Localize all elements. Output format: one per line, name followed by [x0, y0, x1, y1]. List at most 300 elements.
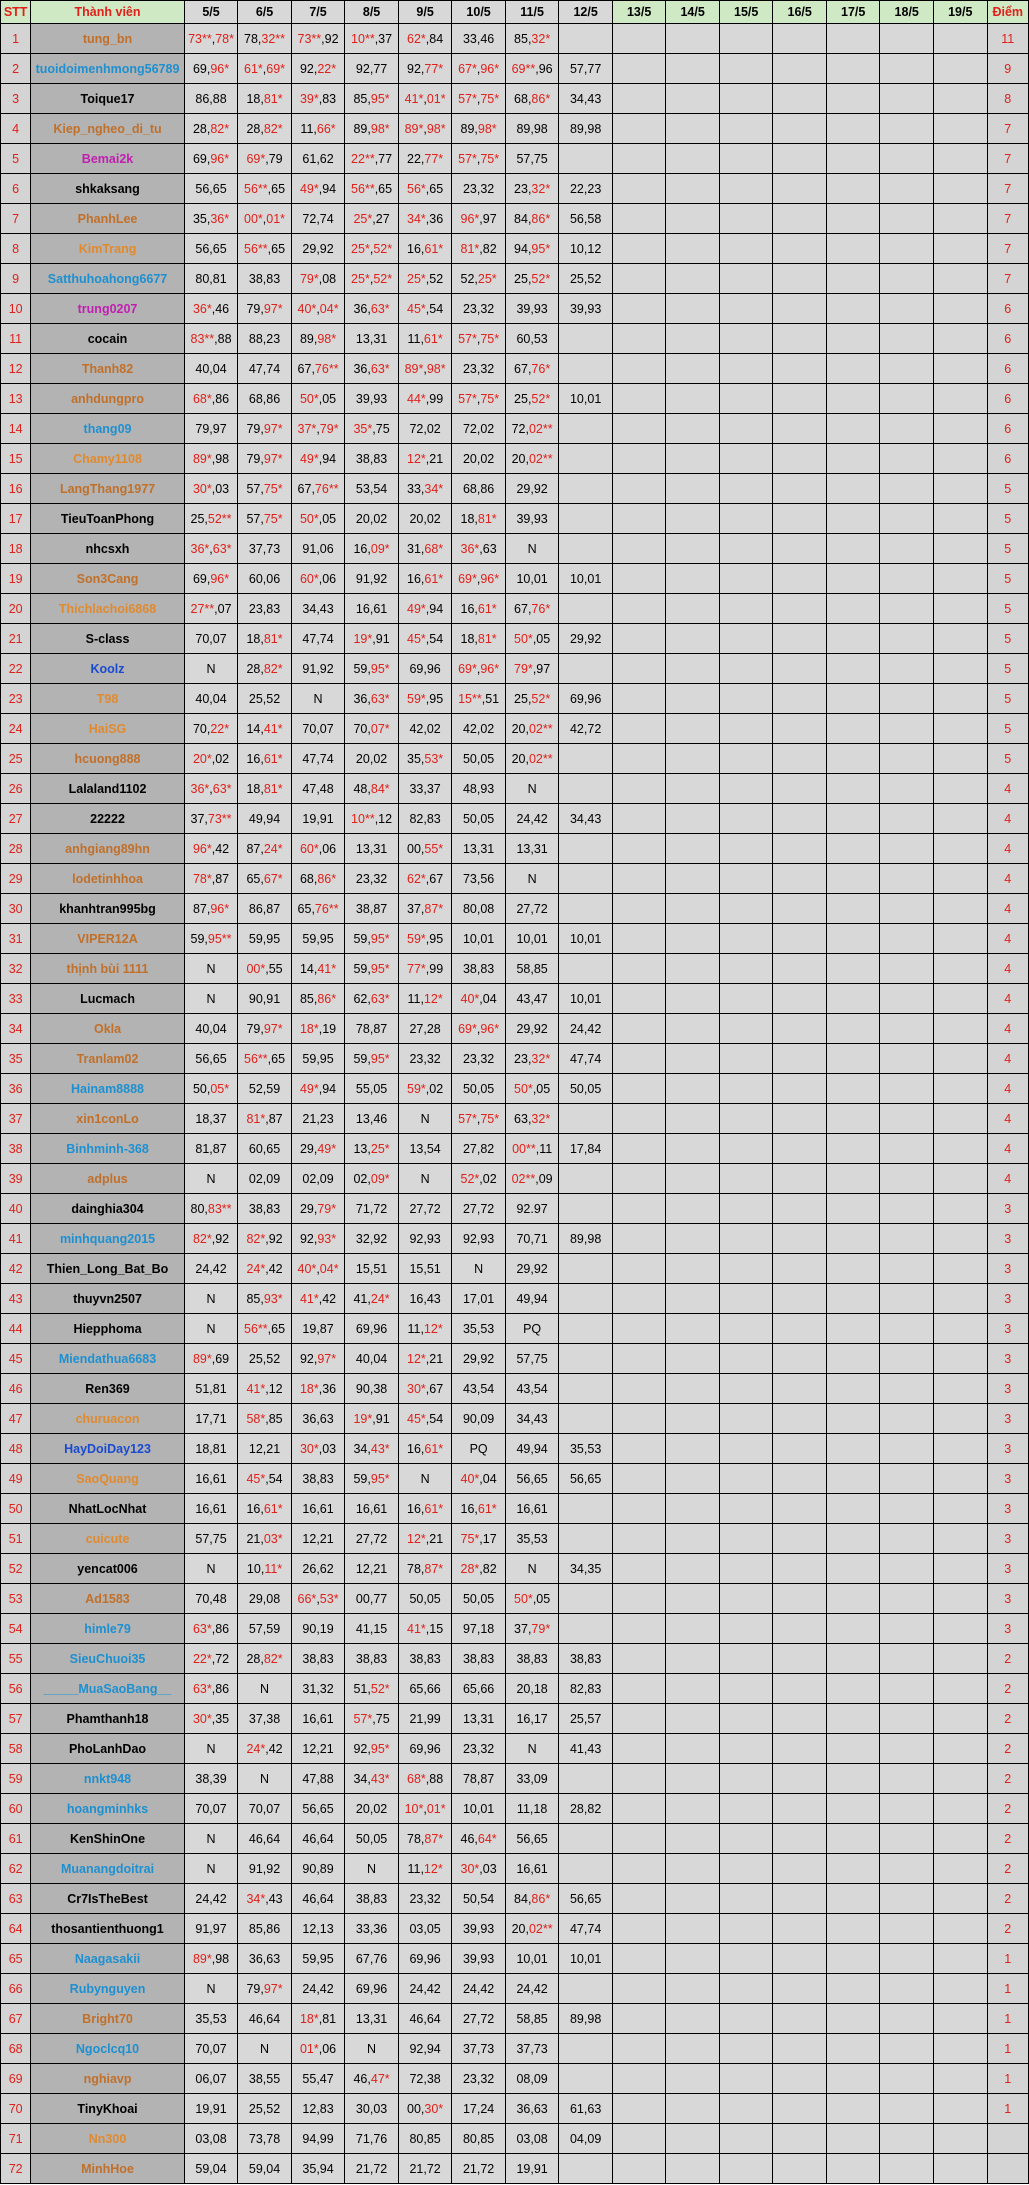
pick-cell	[666, 1074, 720, 1104]
member-name: 22222	[31, 804, 184, 834]
row-score: 2	[987, 1674, 1029, 1704]
pick-cell	[612, 1284, 666, 1314]
pick-cell	[933, 2154, 987, 2184]
pick-cell: 78,87*	[398, 1824, 452, 1854]
member-name: HaiSG	[31, 714, 184, 744]
pick-cell	[933, 1794, 987, 1824]
pick-cell: 70,48	[184, 1584, 238, 1614]
pick-cell	[559, 594, 613, 624]
pick-cell: 30*,03	[452, 1854, 506, 1884]
pick-cell: 59,95	[291, 924, 345, 954]
pick-cell	[933, 1254, 987, 1284]
table-row	[1, 54, 1029, 84]
member-name: hoangminhks	[31, 1794, 184, 1824]
pick-cell	[826, 1614, 880, 1644]
pick-cell	[880, 1524, 934, 1554]
pick-cell	[612, 654, 666, 684]
pick-cell: 12,13	[291, 1914, 345, 1944]
row-score: 4	[987, 774, 1029, 804]
pick-cell: 24,42	[184, 1884, 238, 1914]
pick-cell	[826, 1404, 880, 1434]
pick-cell	[719, 594, 773, 624]
pick-cell	[826, 504, 880, 534]
pick-cell	[880, 1074, 934, 1104]
pick-cell	[666, 1404, 720, 1434]
pick-cell	[826, 54, 880, 84]
pick-cell: 40,04	[345, 1344, 399, 1374]
pick-cell: 50,05	[559, 1074, 613, 1104]
pick-cell	[612, 294, 666, 324]
pick-cell	[933, 1704, 987, 1734]
pick-cell	[719, 324, 773, 354]
pick-cell	[719, 1584, 773, 1614]
pick-cell: 80,83**	[184, 1194, 238, 1224]
pick-cell	[773, 2124, 827, 2154]
row-score: 3	[987, 1554, 1029, 1584]
pick-cell: 70,07	[184, 2034, 238, 2064]
pick-cell: 25,52*	[505, 384, 559, 414]
pick-cell: 29,49*	[291, 1134, 345, 1164]
pick-cell	[559, 1614, 613, 1644]
pick-cell	[612, 1644, 666, 1674]
pick-cell	[666, 1644, 720, 1674]
pick-cell	[933, 1824, 987, 1854]
pick-cell: 43,54	[505, 1374, 559, 1404]
pick-cell	[880, 654, 934, 684]
pick-cell: 69,96*	[184, 144, 238, 174]
table-body	[1, 24, 1029, 2184]
row-score: 3	[987, 1344, 1029, 1374]
row-score: 1	[987, 2004, 1029, 2034]
pick-cell	[612, 624, 666, 654]
pick-cell	[773, 654, 827, 684]
pick-cell	[719, 444, 773, 474]
pick-cell	[933, 1944, 987, 1974]
pick-cell	[826, 414, 880, 444]
pick-cell	[880, 714, 934, 744]
pick-cell: 50,05	[345, 1824, 399, 1854]
pick-cell: N	[184, 654, 238, 684]
pick-cell	[933, 1494, 987, 1524]
table-row	[1, 1914, 1029, 1944]
pick-cell: 56*,65	[398, 174, 452, 204]
pick-cell	[826, 1284, 880, 1314]
row-stt: 39	[1, 1164, 31, 1194]
pick-cell	[826, 1764, 880, 1794]
pick-cell: N	[505, 1734, 559, 1764]
pick-cell: 13,31	[452, 834, 506, 864]
row-stt: 63	[1, 1884, 31, 1914]
member-name: Lalaland1102	[31, 774, 184, 804]
pick-cell	[612, 24, 666, 54]
row-score: 9	[987, 54, 1029, 84]
pick-cell	[719, 894, 773, 924]
pick-cell: 89,98	[505, 114, 559, 144]
pick-cell	[719, 204, 773, 234]
pick-cell: 39,93	[452, 1914, 506, 1944]
member-name: SieuChuoi35	[31, 1644, 184, 1674]
pick-cell	[826, 1854, 880, 1884]
pick-cell: 57,75	[505, 1344, 559, 1374]
pick-cell: 92.97	[505, 1194, 559, 1224]
pick-cell	[773, 684, 827, 714]
pick-cell: 60,65	[238, 1134, 292, 1164]
pick-cell	[666, 2154, 720, 2184]
pick-cell	[719, 54, 773, 84]
row-score: 3	[987, 1434, 1029, 1464]
pick-cell	[773, 1734, 827, 1764]
row-stt: 18	[1, 534, 31, 564]
pick-cell	[612, 174, 666, 204]
pick-cell	[826, 1434, 880, 1464]
member-name: Phamthanh18	[31, 1704, 184, 1734]
row-score: 11	[987, 24, 1029, 54]
pick-cell: 19,91	[505, 2154, 559, 2184]
pick-cell: 80,08	[452, 894, 506, 924]
pick-cell	[719, 1554, 773, 1584]
pick-cell: 23,32*	[505, 1044, 559, 1074]
row-score: 3	[987, 1494, 1029, 1524]
table-row	[1, 504, 1029, 534]
table-row	[1, 1764, 1029, 1794]
pick-cell	[666, 834, 720, 864]
pick-cell	[826, 84, 880, 114]
pick-cell: 57,75	[505, 144, 559, 174]
pick-cell	[612, 894, 666, 924]
pick-cell	[612, 264, 666, 294]
pick-cell: 56**,65	[345, 174, 399, 204]
pick-cell: 37,73**	[184, 804, 238, 834]
pick-cell: 91,97	[184, 1914, 238, 1944]
row-stt: 17	[1, 504, 31, 534]
pick-cell: 06,07	[184, 2064, 238, 2094]
pick-cell: 38,83	[345, 1644, 399, 1674]
pick-cell: 59,95	[291, 1044, 345, 1074]
pick-cell	[666, 1734, 720, 1764]
pick-cell	[933, 1914, 987, 1944]
pick-cell: 89,98	[559, 114, 613, 144]
pick-cell: 11,12*	[398, 984, 452, 1014]
pick-cell: 59*,95	[398, 684, 452, 714]
row-score: 1	[987, 2094, 1029, 2124]
pick-cell	[719, 174, 773, 204]
row-score: 7	[987, 234, 1029, 264]
row-score: 5	[987, 654, 1029, 684]
pick-cell: 24,42	[398, 1974, 452, 2004]
pick-cell	[719, 1734, 773, 1764]
pick-cell	[719, 1224, 773, 1254]
table-row	[1, 714, 1029, 744]
table-row	[1, 1854, 1029, 1884]
pick-cell: 87,96*	[184, 894, 238, 924]
pick-cell	[773, 834, 827, 864]
pick-cell	[612, 84, 666, 114]
pick-cell: 85,93*	[238, 1284, 292, 1314]
table-row	[1, 294, 1029, 324]
pick-cell: 12*,21	[398, 444, 452, 474]
pick-cell: N	[184, 1854, 238, 1884]
pick-cell: 57*,75*	[452, 1104, 506, 1134]
pick-cell	[826, 1254, 880, 1284]
row-stt: 57	[1, 1704, 31, 1734]
pick-cell: 79,97*	[238, 1974, 292, 2004]
pick-cell: 35,53	[505, 1524, 559, 1554]
pick-cell: 29,92	[559, 624, 613, 654]
row-score: 4	[987, 1074, 1029, 1104]
pick-cell	[719, 414, 773, 444]
pick-cell	[933, 474, 987, 504]
pick-cell: 84,86*	[505, 204, 559, 234]
pick-cell: 69,96	[398, 1734, 452, 1764]
pick-cell	[933, 294, 987, 324]
pick-cell	[880, 1554, 934, 1584]
pick-cell: N	[184, 984, 238, 1014]
row-score: 1	[987, 2034, 1029, 2064]
pick-cell: 30,03	[345, 2094, 399, 2124]
pick-cell	[666, 804, 720, 834]
row-score: 6	[987, 444, 1029, 474]
pick-cell	[826, 1494, 880, 1524]
pick-cell	[719, 24, 773, 54]
pick-cell: 82,83	[559, 1674, 613, 1704]
pick-cell: 02,09*	[345, 1164, 399, 1194]
table-row	[1, 2124, 1029, 2154]
member-name: TinyKhoai	[31, 2094, 184, 2124]
pick-cell	[880, 1734, 934, 1764]
pick-cell: N	[184, 1974, 238, 2004]
pick-cell: 50,05	[452, 1074, 506, 1104]
table-row	[1, 354, 1029, 384]
pick-cell: 89,98	[559, 1224, 613, 1254]
pick-cell	[559, 1524, 613, 1554]
pick-cell	[826, 174, 880, 204]
pick-cell	[612, 714, 666, 744]
pick-cell: 73**,92	[291, 24, 345, 54]
pick-cell: 69*,96*	[452, 654, 506, 684]
pick-cell	[880, 1584, 934, 1614]
row-score: 2	[987, 1914, 1029, 1944]
pick-cell	[933, 1014, 987, 1044]
pick-cell	[773, 1014, 827, 1044]
pick-cell: 57*,75	[345, 1704, 399, 1734]
pick-cell: 89,98*	[452, 114, 506, 144]
member-name: Ngoclcq10	[31, 2034, 184, 2064]
row-score: 3	[987, 1314, 1029, 1344]
pick-cell: 14,41*	[238, 714, 292, 744]
pick-cell	[773, 1254, 827, 1284]
pick-cell: 62,63*	[345, 984, 399, 1014]
pick-cell	[773, 594, 827, 624]
pick-cell	[719, 1104, 773, 1134]
pick-cell: N	[184, 1824, 238, 1854]
row-stt: 12	[1, 354, 31, 384]
table-row	[1, 1944, 1029, 1974]
row-stt: 34	[1, 1014, 31, 1044]
pick-cell	[773, 1134, 827, 1164]
pick-cell: 92,77	[345, 54, 399, 84]
table-row	[1, 654, 1029, 684]
pick-cell: 47,74	[291, 744, 345, 774]
pick-cell	[933, 1284, 987, 1314]
row-score: 5	[987, 474, 1029, 504]
row-score: 4	[987, 864, 1029, 894]
row-stt: 50	[1, 1494, 31, 1524]
table-row	[1, 234, 1029, 264]
pick-cell: 18,81*	[238, 624, 292, 654]
pick-cell: 38,83	[452, 1644, 506, 1674]
pick-cell	[666, 594, 720, 624]
pick-cell	[826, 1314, 880, 1344]
pick-cell	[880, 1374, 934, 1404]
row-score: 5	[987, 504, 1029, 534]
pick-cell	[612, 924, 666, 954]
pick-cell: 10,01	[505, 1944, 559, 1974]
pick-cell: 59,04	[238, 2154, 292, 2184]
member-name: nnkt948	[31, 1764, 184, 1794]
pick-cell	[773, 1914, 827, 1944]
header-date: 8/5	[345, 1, 399, 24]
pick-cell: 66*,53*	[291, 1584, 345, 1614]
pick-cell: 69,96*	[184, 54, 238, 84]
row-stt: 41	[1, 1224, 31, 1254]
pick-cell: N	[398, 1164, 452, 1194]
pick-cell	[826, 144, 880, 174]
pick-cell	[933, 1854, 987, 1884]
pick-cell: 60*,06	[291, 834, 345, 864]
pick-cell	[773, 1104, 827, 1134]
table-row	[1, 1824, 1029, 1854]
pick-cell: 37,73	[452, 2034, 506, 2064]
pick-cell: N	[184, 1554, 238, 1584]
row-score: 5	[987, 744, 1029, 774]
pick-cell	[933, 2004, 987, 2034]
pick-cell	[719, 834, 773, 864]
pick-cell	[880, 144, 934, 174]
pick-cell	[719, 804, 773, 834]
pick-cell: 78,87*	[398, 1554, 452, 1584]
pick-cell	[559, 504, 613, 534]
row-score: 4	[987, 894, 1029, 924]
pick-cell: 25,57	[559, 1704, 613, 1734]
pick-cell: 36*,63	[452, 534, 506, 564]
pick-cell: 72,38	[398, 2064, 452, 2094]
row-score: 5	[987, 594, 1029, 624]
pick-cell	[933, 54, 987, 84]
row-score: 4	[987, 954, 1029, 984]
pick-cell: 10,01	[559, 384, 613, 414]
pick-cell: 16,61*	[398, 234, 452, 264]
pick-cell: 46,64	[291, 1824, 345, 1854]
pick-cell: 85,95*	[345, 84, 399, 114]
pick-cell: 10,01	[559, 984, 613, 1014]
pick-cell: 30*,67	[398, 1374, 452, 1404]
table-row	[1, 624, 1029, 654]
row-score: 5	[987, 564, 1029, 594]
pick-cell	[773, 1194, 827, 1224]
pick-cell	[880, 1314, 934, 1344]
pick-cell: 00*,01*	[238, 204, 292, 234]
pick-cell	[880, 624, 934, 654]
pick-cell: 39*,83	[291, 84, 345, 114]
pick-cell: 35*,75	[345, 414, 399, 444]
pick-cell: 20,02	[452, 444, 506, 474]
row-score: 3	[987, 1584, 1029, 1614]
pick-cell	[933, 114, 987, 144]
pick-cell	[880, 1134, 934, 1164]
pick-cell	[666, 1824, 720, 1854]
pick-cell: 91,92	[291, 654, 345, 684]
row-stt: 9	[1, 264, 31, 294]
pick-cell	[612, 594, 666, 624]
pick-cell	[826, 2124, 880, 2154]
pick-cell	[826, 1044, 880, 1074]
pick-cell	[666, 1944, 720, 1974]
pick-cell	[826, 1794, 880, 1824]
pick-cell: 35,36*	[184, 204, 238, 234]
pick-cell: 16,61*	[452, 1494, 506, 1524]
pick-cell	[880, 114, 934, 144]
pick-cell: 24,42	[291, 1974, 345, 2004]
header-date: 7/5	[291, 1, 345, 24]
pick-cell	[719, 1164, 773, 1194]
pick-cell	[880, 1494, 934, 1524]
pick-cell: 70,07	[291, 714, 345, 744]
pick-cell	[559, 1194, 613, 1224]
table-row	[1, 1074, 1029, 1104]
pick-cell	[826, 1134, 880, 1164]
pick-cell: 12*,21	[398, 1344, 452, 1374]
table-row	[1, 444, 1029, 474]
pick-cell: 75*,17	[452, 1524, 506, 1554]
pick-cell	[773, 1584, 827, 1614]
pick-cell	[559, 1404, 613, 1434]
table-row	[1, 684, 1029, 714]
row-score: 2	[987, 1644, 1029, 1674]
pick-cell: 34,43	[559, 84, 613, 114]
pick-cell: 29,08	[238, 1584, 292, 1614]
pick-cell	[559, 774, 613, 804]
pick-cell	[719, 1404, 773, 1434]
pick-cell: 25*,52*	[345, 264, 399, 294]
table-row	[1, 1404, 1029, 1434]
row-score: 4	[987, 924, 1029, 954]
pick-cell: 56,65	[291, 1794, 345, 1824]
pick-cell	[612, 684, 666, 714]
pick-cell	[880, 1164, 934, 1194]
row-score: 3	[987, 1614, 1029, 1644]
pick-cell	[880, 1344, 934, 1374]
pick-cell	[719, 624, 773, 654]
pick-cell: 70,07	[184, 1794, 238, 1824]
pick-cell: 50,54	[452, 1884, 506, 1914]
pick-cell	[719, 504, 773, 534]
pick-cell: 25*,52*	[345, 234, 399, 264]
pick-cell	[933, 774, 987, 804]
pick-cell	[880, 1764, 934, 1794]
pick-cell: 13,31	[345, 834, 399, 864]
member-name: tuoidoimenhmong56789	[31, 54, 184, 84]
pick-cell	[666, 2004, 720, 2034]
pick-cell: 38,83	[559, 1644, 613, 1674]
pick-cell	[666, 714, 720, 744]
row-stt: 33	[1, 984, 31, 1014]
row-score: 3	[987, 1404, 1029, 1434]
header-date: 9/5	[398, 1, 452, 24]
pick-cell	[933, 1434, 987, 1464]
pick-cell	[666, 2094, 720, 2124]
pick-cell: 11,61*	[398, 324, 452, 354]
pick-cell: 18*,36	[291, 1374, 345, 1404]
